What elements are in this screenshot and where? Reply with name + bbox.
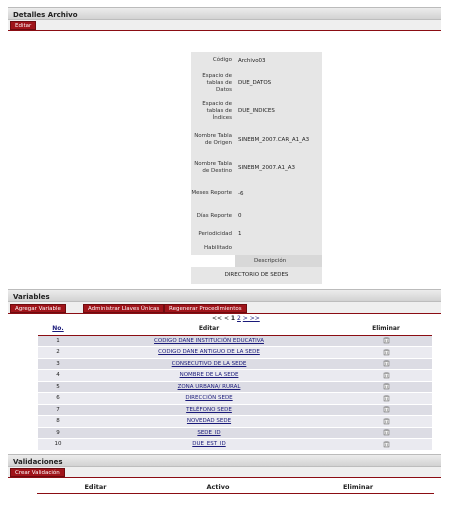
table-row (38, 393, 432, 405)
pagination (212, 315, 260, 322)
validations-section-title: Validaciones (8, 454, 441, 467)
delete-cell (340, 381, 432, 393)
table-header-row (38, 323, 432, 335)
variable-link[interactable]: TELÉFONO SEDE (78, 404, 340, 416)
manage-unique-keys-button[interactable]: Administrar Llaves Únicas (83, 304, 164, 313)
variables-section-title: Variables (8, 289, 441, 302)
variable-link[interactable]: SEDE_ID (78, 427, 340, 439)
field-tabla-origen (191, 125, 322, 154)
field-label: Periodicidad (198, 230, 232, 237)
pager-page-2[interactable]: 2 (237, 315, 241, 322)
delete-cell (340, 427, 432, 439)
field-periodicidad (191, 227, 322, 241)
delete-cell (340, 358, 432, 370)
field-label: Nombre Tabla de Destino (194, 161, 232, 174)
table-row (38, 416, 432, 428)
variable-link[interactable]: CONSECUTIVO DE LA SEDE (78, 358, 340, 370)
table-row (38, 427, 432, 439)
variable-link[interactable]: ZONA URBANA/ RURAL (78, 381, 340, 393)
field-value: 1 (238, 231, 242, 237)
trash-icon[interactable] (383, 337, 390, 344)
field-label: Meses Reporte (191, 190, 232, 196)
row-number: 1 (38, 335, 78, 347)
trash-icon[interactable] (383, 441, 390, 448)
field-label: Espacio de tablas de Datos (202, 72, 232, 93)
details-divider (8, 30, 441, 31)
description-header: Descripción (235, 255, 322, 267)
column-active: Activo (154, 482, 282, 494)
trash-icon[interactable] (383, 360, 390, 367)
field-meses-reporte (191, 182, 322, 205)
row-number: 5 (38, 381, 78, 393)
field-value: DUE_DATOS (238, 80, 272, 86)
field-codigo (191, 52, 322, 69)
delete-cell (340, 393, 432, 405)
table-row (38, 370, 432, 382)
pager-current: 1 (230, 315, 236, 322)
field-label: Espacio de tablas de Índices (202, 100, 232, 121)
variable-link[interactable]: NOVEDAD SEDE (78, 416, 340, 428)
delete-cell (340, 439, 432, 451)
details-panel (191, 52, 322, 255)
variable-link[interactable]: CODIGO DANE ANTIGUO DE LA SEDE (78, 347, 340, 359)
row-number: 6 (38, 393, 78, 405)
validations-divider (8, 477, 441, 478)
row-number: 8 (38, 416, 78, 428)
delete-cell (340, 370, 432, 382)
field-value: 0 (238, 213, 242, 219)
row-number: 2 (38, 347, 78, 359)
field-value: DUE_INDICES (238, 108, 275, 114)
description-value: DIRECTORIO DE SEDES (191, 267, 322, 284)
pager-prev[interactable]: << < (212, 315, 229, 322)
row-number: 9 (38, 427, 78, 439)
field-habilitado (191, 241, 322, 255)
add-variable-button[interactable]: Agregar Variable (10, 304, 66, 313)
table-row (38, 381, 432, 393)
field-tabla-destino (191, 154, 322, 182)
details-section-title: Detalles Archivo (8, 7, 441, 20)
row-number: 7 (38, 404, 78, 416)
column-no[interactable]: No. (38, 323, 78, 335)
table-row (38, 335, 432, 347)
table-row (38, 439, 432, 451)
variable-link[interactable]: DIRECCIÓN SEDE (78, 393, 340, 405)
field-value: SINEBM_2007.A1_A3 (238, 165, 295, 171)
variable-link[interactable]: NOMBRE DE LA SEDE (78, 370, 340, 382)
trash-icon[interactable] (383, 429, 390, 436)
table-row (38, 347, 432, 359)
field-dias-reporte (191, 205, 322, 227)
create-validation-button[interactable]: Crear Validación (10, 468, 65, 477)
variables-table-body (38, 335, 432, 450)
trash-icon[interactable] (383, 372, 390, 379)
variable-link[interactable]: CODIGO DANE INSTITUCIÓN EDUCATIVA (78, 335, 340, 347)
field-label: Días Reporte (196, 212, 232, 219)
delete-cell (340, 404, 432, 416)
trash-icon[interactable] (383, 349, 390, 356)
row-number: 3 (38, 358, 78, 370)
field-espacio-datos (191, 69, 322, 97)
field-value: SINEBM_2007.CAR_A1_A3 (238, 136, 310, 143)
column-spacer (8, 482, 37, 494)
trash-icon[interactable] (383, 395, 390, 402)
regenerate-procedures-button[interactable]: Regenerar Procedimientos (164, 304, 247, 313)
edit-button[interactable]: Editar (10, 21, 36, 30)
validations-table-header (8, 482, 441, 494)
delete-cell (340, 416, 432, 428)
field-label: Habilitado (204, 244, 232, 251)
field-label: Nombre Tabla de Origen (194, 132, 232, 146)
column-delete: Eliminar (340, 323, 432, 335)
pager-next[interactable]: > >> (242, 315, 260, 322)
variables-divider (8, 313, 441, 314)
delete-cell (340, 335, 432, 347)
column-delete: Eliminar (282, 482, 434, 494)
row-number: 4 (38, 370, 78, 382)
table-row (38, 404, 432, 416)
field-value: Archivo03 (238, 57, 266, 64)
delete-cell (340, 347, 432, 359)
column-edit: Editar (37, 482, 154, 494)
field-value: -6 (238, 190, 244, 197)
trash-icon[interactable] (383, 383, 390, 390)
row-number: 10 (38, 439, 78, 451)
table-row (38, 358, 432, 370)
trash-icon[interactable] (383, 418, 390, 425)
variable-link[interactable]: DUE_EST_ID (78, 439, 340, 451)
field-espacio-indices (191, 97, 322, 125)
variables-table (38, 323, 432, 451)
column-edit: Editar (78, 323, 340, 335)
field-label: Código (212, 57, 232, 63)
trash-icon[interactable] (383, 406, 390, 413)
